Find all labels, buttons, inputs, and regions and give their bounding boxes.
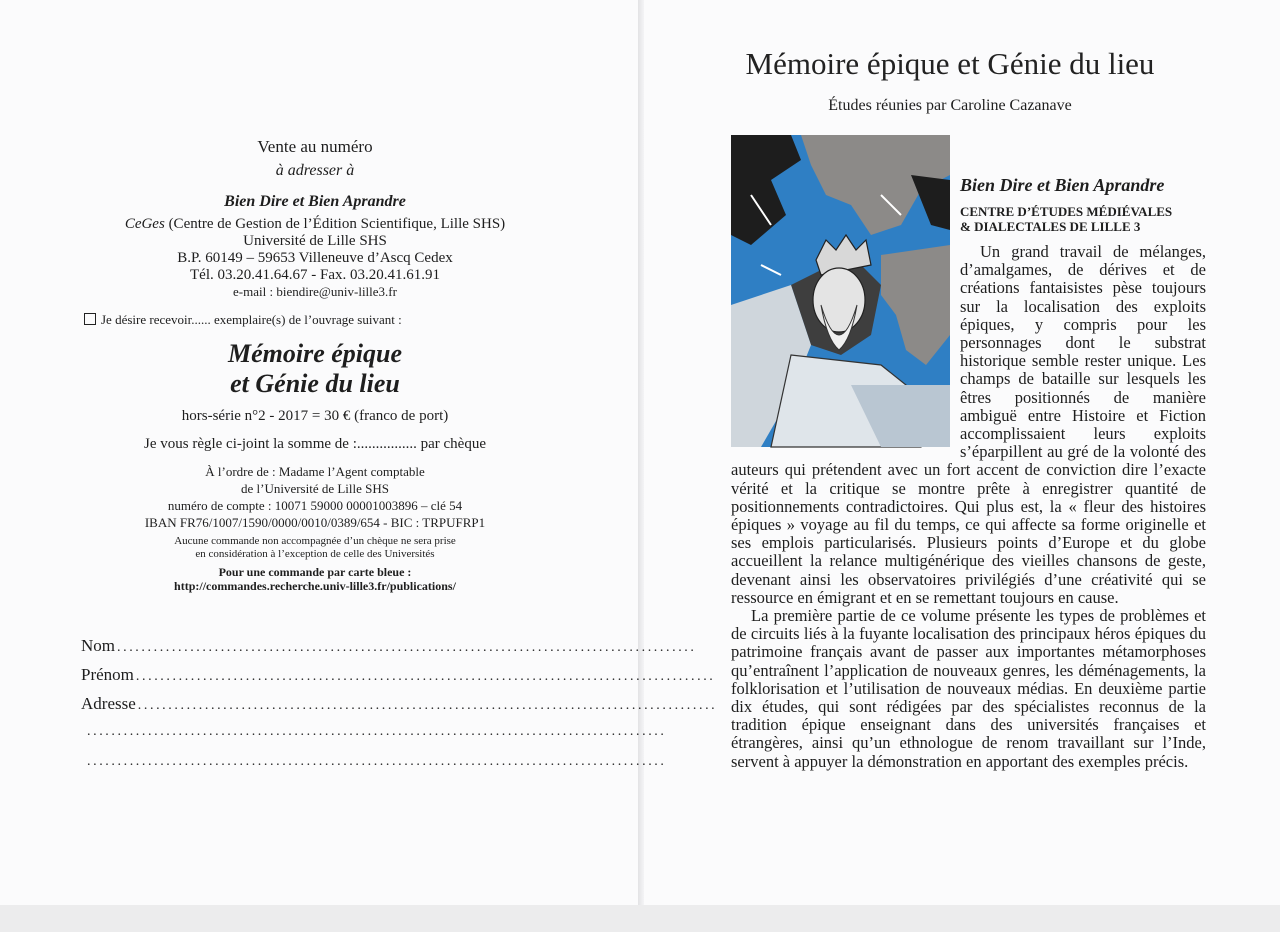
centre-line-1: CENTRE D’ÉTUDES MÉDIÉVALES [960,204,1173,219]
form-field-adresse[interactable] [81,694,718,714]
book-title [80,339,550,399]
ceges-abbr: CeGes [124,216,165,232]
cover-float-spacer [731,243,960,447]
form-field-adresse-2[interactable] [81,724,667,740]
prenom-dots: ............................................................................................... [135,669,716,684]
tel-line: Tél. 03.20.41.64.67 - Fax. 03.20.41.61.91 [190,267,440,283]
nom-label: Nom [81,636,115,655]
bottom-strip [0,905,1280,932]
bp-line: B.P. 60149 – 59653 Villeneuve d’Ascq Cedex [177,250,453,266]
card-order-heading: Pour une commande par carte bleue : [218,565,412,579]
account-number: numéro de compte : 10071 59000 00001003896 – clé 54 [167,498,463,513]
email-line: e-mail : biendire@univ-lille3.fr [233,284,397,299]
centre-line-2: & DIALECTALES DE LILLE 3 [960,219,1141,234]
description-body [731,243,1206,771]
adresse-dots-2: ............................................................................................... [87,724,667,739]
vente-heading: Vente au numéro [257,137,373,156]
iban-line: IBAN FR76/1007/1590/0000/0010/0389/654 - BIC : TRPUFRP1 [144,515,486,530]
ceges-address [80,216,550,284]
notice-line-2: en considération à l’exception de celle des Universités [195,548,435,560]
universite-line: Université de Lille SHS [243,233,387,249]
order-checkbox[interactable] [84,313,96,325]
card-order-block [80,565,550,593]
card-order-link[interactable]: http://commandes.recherche.univ-lille3.fr/publications/ [174,579,456,593]
paragraph-1: Un grand travail de mélanges, d’amalgames, de dérives et de créations fantaisistes pèse toujours sur la localisation des exploits épiques, y compris pour les personnages dont le substrat historique semble rester unique. Les champs de bataille sur lesquels les êtres positionnés de manière ambiguë entre Histoire et Fiction accomplissaient leurs exploits s’éparpillent au gré de la volonté des auteurs qui prétendent avec un fort accent de conviction dire l’exacte vérité et la critique se montre prête à enregistrer quantité de positionnements contradictoires. Qui plus est, la « fleur des histoires épiques » voyage au fil du temps, ce qui affecte sa forme originelle et ses emplois particularisés. Plusieurs points d’Europe et du globe accueillent la relance multigénérique des vieilles chansons de geste, devenant ainsi les observatoires privilégiés d’une créativité qui se ressource en émigrant et en se remettant toujours en cause. [731,242,1206,607]
book-title-line-1: Mémoire épique [227,339,403,368]
adresse-dots-3: ............................................................................................... [87,754,667,769]
page-subtitle: Études réunies par Caroline Cazanave [828,97,1072,114]
journal-title: Bien Dire et Bien Aprandre [960,175,1165,195]
book-title-line-2: et Génie du lieu [230,369,400,398]
hors-serie-line: hors-série n°2 - 2017 = 30 € (franco de port) [181,408,449,424]
notice-line-1: Aucune commande non accompagnée d’un chèque ne sera prise [174,535,456,547]
paragraph-2: La première partie de ce volume présente les types de problèmes et de circuits liés à la fuyante localisation des principaux héros épiques du patrimoine français avant de passer aux importantes métamorphoses qu’entraînent l’application de nouveaux genres, les déménagements, la folklorisation et l’utilisation de nouveaux médias. En deuxième partie dix études, qui sont rédigées par des spécialistes reconnus de la tradition épique enseignant dans des universités françaises et étrangères, ainsi qu’un ethnologue de renom travaillant sur l’Inde, servent à appuyer la démonstration en apportant des exemples précis. [731,606,1206,771]
centre-name [960,204,1172,234]
ceges-line [80,216,550,233]
form-field-nom[interactable] [81,636,697,656]
adresse-label: Adresse [81,694,136,713]
adresser-line: à adresser à [275,162,355,179]
payment-line: Je vous règle ci-joint la somme de :................ par chèque [144,436,486,452]
prenom-label: Prénom [81,665,134,684]
ordre-line-2: de l’Université de Lille SHS [240,481,390,496]
order-text: Je désire recevoir...... exemplaire(s) de l’ouvrage suivant : [101,312,402,327]
journal-name: Bien Dire et Bien Aprandre [224,193,406,210]
nom-dots: ............................................................................................... [117,640,697,655]
form-field-adresse-3[interactable] [81,754,667,770]
order-line [84,312,402,328]
ceges-rest: (Centre de Gestion de l’Édition Scientifique, Lille SHS) [164,216,506,232]
ordre-line-1: À l’ordre de : Madame l’Agent comptable [205,464,425,479]
bank-block [80,497,550,531]
form-field-prenom[interactable] [81,665,716,685]
ordre-block [80,463,550,497]
notice-block [80,535,550,561]
adresse-dots: ............................................................................................... [137,698,718,713]
page-title: Mémoire épique et Génie du lieu [745,46,1155,81]
